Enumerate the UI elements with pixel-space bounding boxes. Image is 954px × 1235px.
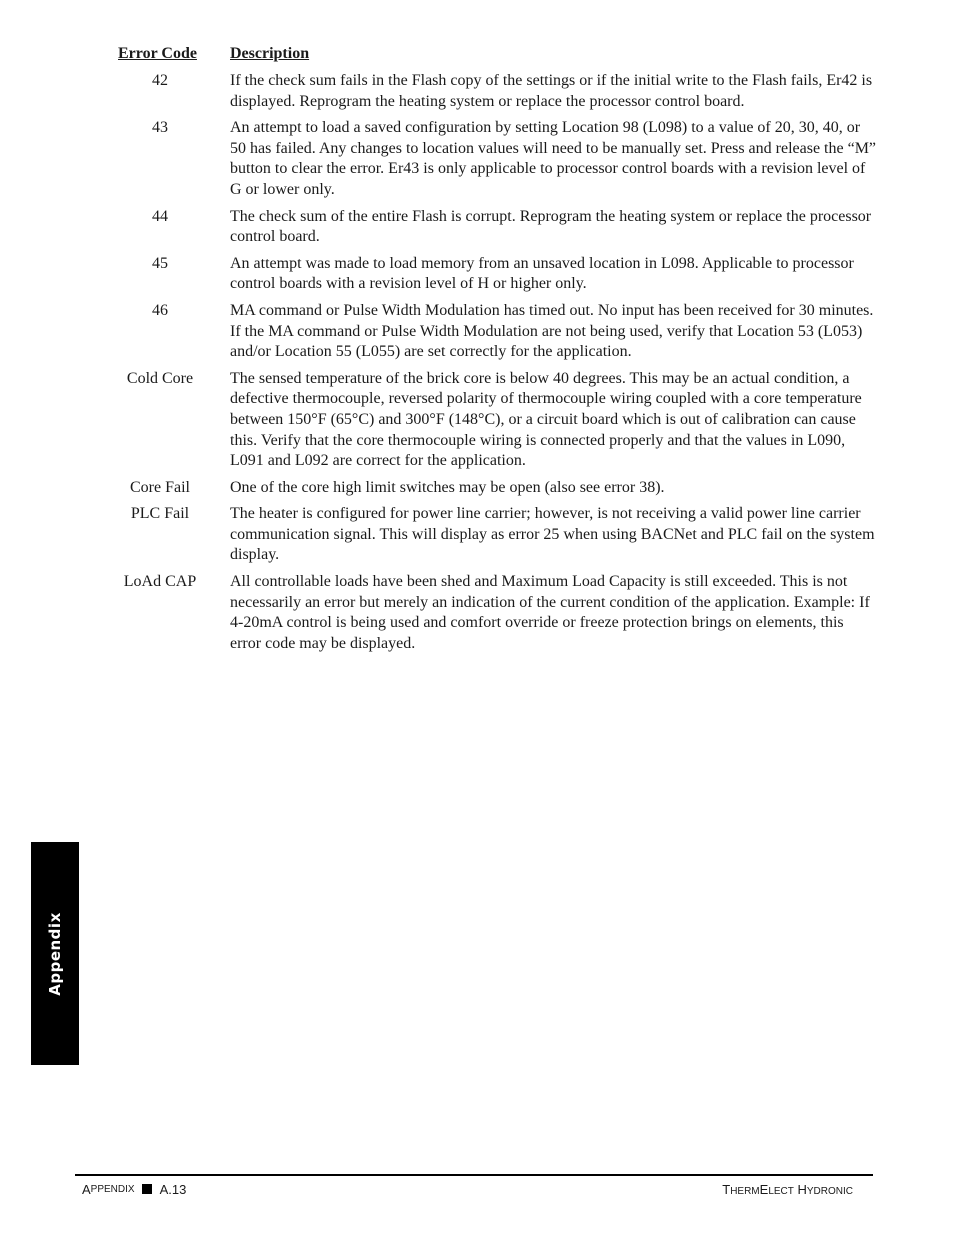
error-code: 43 bbox=[152, 119, 168, 137]
footer-brand bbox=[722, 1182, 853, 1197]
side-tab-label: Appendix bbox=[46, 911, 64, 996]
table-row bbox=[0, 478, 954, 499]
error-description: If the check sum fails in the Flash copy of the settings or if the initial write to the Flash fails, Er42 is displayed. Reprogram the heating system or replace the processor control board. bbox=[230, 72, 873, 110]
error-description: An attempt to load a saved configuration by setting Location 98 (L098) to a value of 20, 30, 40, or 50 has failed. Any changes to location values will need to be manually set. Press and release the “M” button to clear the error. Er43 is only applicable to processor control boards with a revision level of G or lower only. bbox=[230, 119, 877, 198]
error-code-header: Error Code bbox=[118, 45, 197, 62]
footer-section-rest: PPENDIX bbox=[90, 1184, 135, 1195]
brand-part: LECT bbox=[768, 1186, 794, 1197]
error-table bbox=[0, 71, 954, 660]
bullet-square-icon bbox=[142, 1184, 152, 1194]
brand-part: HERM bbox=[730, 1186, 760, 1197]
error-description: The sensed temperature of the brick core is below 40 degrees. This may be an actual condition, a defective thermocouple, reversed polarity of thermocouple wiring coupled with a core temperature between 150°F (65°C) and 300°F (148°C), or a circuit board which is out of calibration can cause this. Verify that the core thermocouple wiring is connected properly and that the values in L090, L091 and L092 are correct for the application. bbox=[230, 369, 862, 470]
table-row bbox=[0, 572, 954, 654]
error-description: All controllable loads have been shed and Maximum Load Capacity is still exceeded. This is not necessarily an error but merely an indication of the current condition of the application. Example: If 4-20mA control is being used and comfort override or freeze protection brings on elements, this error code may be displayed. bbox=[230, 573, 870, 652]
error-description: The check sum of the entire Flash is corrupt. Reprogram the heating system or replace the processor control board. bbox=[230, 207, 872, 246]
description-header: Description bbox=[230, 45, 310, 62]
table-row bbox=[0, 301, 954, 363]
error-description: An attempt was made to load memory from an unsaved location in L098. Applicable to processor control boards with a revision level of H or higher only. bbox=[230, 254, 854, 293]
table-row bbox=[0, 118, 954, 200]
error-code: 42 bbox=[152, 72, 168, 89]
brand-part: H bbox=[793, 1182, 807, 1197]
appendix-side-tab bbox=[31, 842, 79, 1065]
brand-part: E bbox=[759, 1182, 769, 1197]
table-row bbox=[0, 71, 954, 112]
error-description: MA command or Pulse Width Modulation has timed out. No input has been received for 30 minutes. If the MA command or Pulse Width Modulation are not being used, verify that Location 53 (L053) and/or Location 55 (L055) are set correctly for the application. bbox=[230, 301, 874, 361]
table-row bbox=[0, 207, 954, 248]
error-description: One of the core high limit switches may be open (also see error 38). bbox=[230, 478, 665, 496]
footer-rule bbox=[75, 1174, 873, 1176]
footer-page-number: A.13 bbox=[159, 1182, 187, 1197]
table-row bbox=[0, 369, 954, 472]
footer-section-initial: A bbox=[82, 1182, 91, 1197]
error-code: Cold Core bbox=[126, 369, 194, 387]
table-row bbox=[0, 504, 954, 566]
error-code: PLC Fail bbox=[130, 505, 190, 523]
error-code: 45 bbox=[152, 254, 168, 272]
brand-part: YDRONIC bbox=[806, 1186, 853, 1197]
error-code: Core Fail bbox=[130, 478, 190, 496]
table-row bbox=[0, 254, 954, 295]
error-code: 46 bbox=[152, 301, 168, 319]
footer-section bbox=[82, 1182, 186, 1197]
error-code: LoAd CAP bbox=[123, 573, 197, 591]
brand-part: T bbox=[722, 1182, 731, 1197]
error-code: 44 bbox=[152, 207, 168, 225]
error-description: The heater is configured for power line carrier; however, is not receiving a valid power line carrier communication signal. This will display as error 25 when using BACNet and PLC fail on the system display. bbox=[230, 505, 875, 564]
